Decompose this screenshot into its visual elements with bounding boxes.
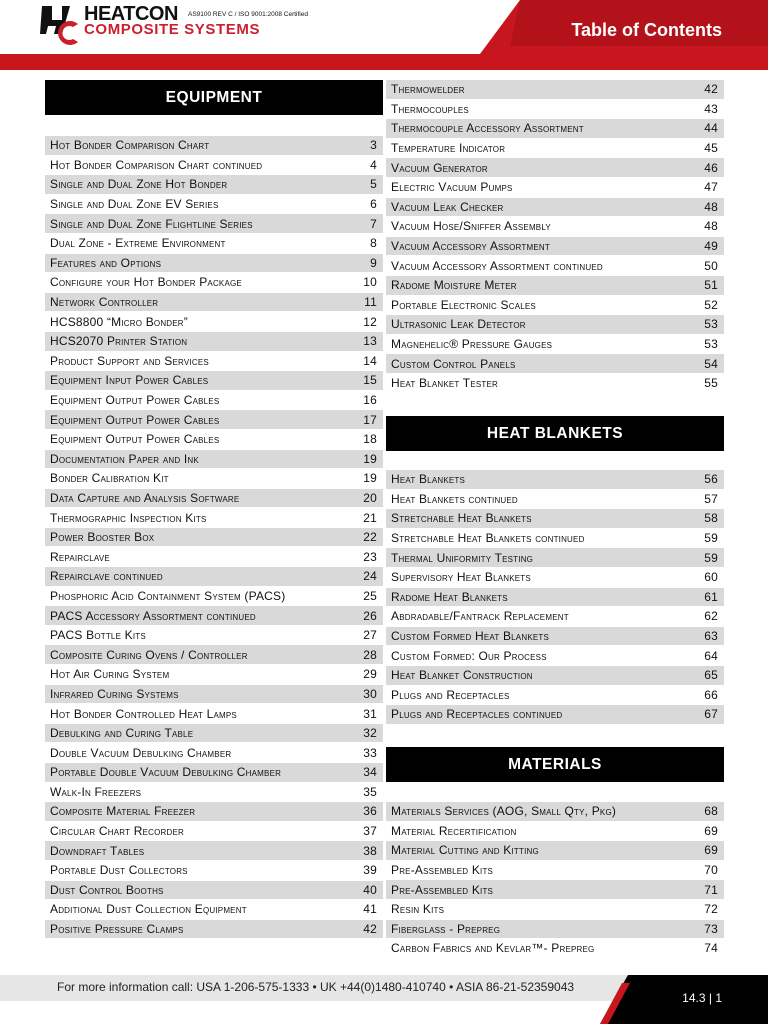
toc-list-heat-blankets: [386, 470, 724, 725]
toc-entry-page-number: 60: [704, 570, 718, 585]
toc-entry-title: Dust Control Booths: [50, 882, 164, 897]
toc-entry-title: Single and Dual Zone Flightline Series: [50, 216, 253, 231]
toc-entry-title: Custom Formed: Our Process: [391, 648, 547, 663]
toc-entry[interactable]: [45, 547, 383, 567]
toc-entry-title: Repairclave continued: [50, 569, 163, 584]
toc-entry[interactable]: [386, 178, 724, 198]
toc-entry-page-number: 6: [370, 197, 377, 212]
toc-entry-page-number: 16: [363, 393, 377, 408]
toc-entry-title: Radome Heat Blankets: [391, 589, 508, 604]
toc-entry-page-number: 45: [704, 141, 718, 156]
toc-entry[interactable]: [45, 861, 383, 881]
toc-entry[interactable]: [45, 645, 383, 665]
toc-entry[interactable]: [386, 158, 724, 178]
toc-entry[interactable]: [45, 783, 383, 803]
toc-entry-page-number: 48: [704, 199, 718, 214]
toc-entry[interactable]: [45, 626, 383, 646]
toc-entry[interactable]: [386, 861, 724, 881]
toc-entry-title: Fiberglass - Prepreg: [391, 921, 501, 936]
toc-entry[interactable]: [45, 606, 383, 626]
toc-entry-title: Equipment Output Power Cables: [50, 432, 220, 447]
toc-entry-page-number: 19: [363, 451, 377, 466]
toc-entry-title: Infrared Curing Systems: [50, 686, 179, 701]
toc-entry[interactable]: [386, 627, 724, 647]
toc-entry-page-number: 71: [704, 882, 718, 897]
toc-entry-page-number: 32: [363, 726, 377, 741]
toc-entry-title: Network Controller: [50, 295, 159, 310]
toc-entry-title: Radome Moisture Meter: [391, 278, 517, 293]
toc-entry-title: Portable Dust Collectors: [50, 863, 188, 878]
toc-entry-page-number: 37: [363, 824, 377, 839]
toc-entry-title: Heat Blankets: [391, 472, 466, 487]
toc-entry[interactable]: [45, 332, 383, 352]
toc-entry[interactable]: [386, 920, 724, 940]
toc-entry-title: Pre-Assembled Kits: [391, 863, 494, 878]
toc-entry-title: Material Cutting and Kitting: [391, 843, 539, 858]
toc-entry-title: Debulking and Curing Table: [50, 726, 194, 741]
toc-entry-page-number: 62: [704, 609, 718, 624]
toc-entry-page-number: 29: [363, 667, 377, 682]
toc-entry-title: Magnehelic® Pressure Gauges: [391, 337, 553, 352]
toc-entry-page-number: 5: [370, 177, 377, 192]
toc-entry-page-number: 10: [363, 275, 377, 290]
toc-entry[interactable]: [45, 841, 383, 861]
toc-entry[interactable]: [45, 469, 383, 489]
toc-entry-title: Product Support and Services: [50, 353, 209, 368]
toc-entry-title: Circular Chart Recorder: [50, 824, 185, 839]
toc-entry-page-number: 3: [370, 138, 377, 153]
toc-entry-page-number: 57: [704, 491, 718, 506]
toc-entry[interactable]: [45, 136, 383, 156]
toc-entry-page-number: 74: [704, 941, 718, 956]
toc-entry-page-number: 63: [704, 629, 718, 644]
footer-page-number: 14.3 | 1: [682, 991, 722, 1005]
toc-entry[interactable]: [386, 276, 724, 296]
toc-entry[interactable]: [45, 273, 383, 293]
toc-entry[interactable]: [45, 489, 383, 509]
toc-entry-page-number: 31: [363, 706, 377, 721]
toc-entry[interactable]: [45, 900, 383, 920]
toc-entry-title: Single and Dual Zone EV Series: [50, 197, 219, 212]
toc-entry[interactable]: [45, 920, 383, 940]
toc-entry-page-number: 67: [704, 707, 718, 722]
toc-entry[interactable]: [386, 841, 724, 861]
toc-entry-page-number: 48: [704, 219, 718, 234]
toc-entry[interactable]: [45, 528, 383, 548]
toc-entry-title: Stretchable Heat Blankets: [391, 511, 532, 526]
toc-entry[interactable]: [386, 880, 724, 900]
toc-entry-page-number: 41: [363, 902, 377, 917]
toc-entry[interactable]: [45, 234, 383, 254]
toc-entry-title: Single and Dual Zone Hot Bonder: [50, 177, 228, 192]
toc-entry-page-number: 38: [363, 843, 377, 858]
toc-entry-title: Custom Control Panels: [391, 356, 516, 371]
toc-entry-title: Carbon Fabrics and Kevlar™- Prepreg: [391, 941, 595, 956]
toc-entry-title: Documentation Paper and Ink: [50, 451, 199, 466]
toc-entry[interactable]: [386, 237, 724, 257]
toc-entry[interactable]: [45, 567, 383, 587]
toc-entry[interactable]: [45, 352, 383, 372]
toc-entry[interactable]: [45, 704, 383, 724]
toc-entry[interactable]: [45, 214, 383, 234]
toc-entry[interactable]: [45, 881, 383, 901]
toc-entry-page-number: 66: [704, 687, 718, 702]
toc-entry-page-number: 46: [704, 160, 718, 175]
toc-entry-page-number: 20: [363, 490, 377, 505]
toc-entry[interactable]: [386, 529, 724, 549]
toc-entry[interactable]: [386, 607, 724, 627]
toc-entry-page-number: 68: [704, 804, 718, 819]
toc-entry-page-number: 25: [363, 588, 377, 603]
toc-entry-page-number: 13: [363, 334, 377, 349]
toc-entry-page-number: 35: [363, 784, 377, 799]
toc-entry-page-number: 17: [363, 412, 377, 427]
toc-entry-title: Composite Curing Ovens / Controller: [50, 647, 248, 662]
toc-entry[interactable]: [45, 430, 383, 450]
toc-entry-title: Plugs and Receptacles: [391, 687, 510, 702]
toc-entry-title: Repairclave: [50, 549, 110, 564]
brand-name-bottom: COMPOSITE SYSTEMS: [84, 21, 261, 38]
toc-entry-page-number: 12: [363, 314, 377, 329]
toc-entry-title: Portable Electronic Scales: [391, 297, 536, 312]
toc-entry-page-number: 23: [363, 549, 377, 564]
toc-entry[interactable]: [386, 374, 724, 394]
footer-contact-info: For more information call: USA 1-206-575-1333 • UK +44(0)1480-410740 • ASIA 86-21-52359043: [57, 980, 575, 994]
toc-entry[interactable]: [386, 686, 724, 706]
toc-entry-page-number: 22: [363, 530, 377, 545]
toc-entry-page-number: 51: [704, 278, 718, 293]
brand-certification: AS9100 REV C / ISO 9001:2008 Certified: [188, 11, 308, 18]
toc-entry[interactable]: [386, 646, 724, 666]
toc-entry-title: Features and Options: [50, 255, 162, 270]
toc-entry[interactable]: [386, 939, 724, 959]
toc-entry[interactable]: [386, 802, 724, 822]
toc-entry-title: HCS2070 Printer Station: [50, 334, 188, 349]
toc-entry-title: Vacuum Generator: [391, 160, 488, 175]
toc-entry-page-number: 44: [704, 121, 718, 136]
toc-entry-title: Dual Zone - Extreme Environment: [50, 236, 226, 251]
toc-entry[interactable]: [45, 450, 383, 470]
toc-entry-title: Phosphoric Acid Containment System (PACS): [50, 588, 286, 603]
toc-entry-page-number: 73: [704, 921, 718, 936]
toc-entry[interactable]: [45, 410, 383, 430]
toc-entry[interactable]: [386, 100, 724, 120]
toc-entry-page-number: 61: [704, 589, 718, 604]
toc-entry-title: Thermocouples: [391, 101, 469, 116]
toc-entry-title: Hot Bonder Controlled Heat Lamps: [50, 706, 237, 721]
section-heading-heat-blankets: HEAT BLANKETS: [386, 416, 724, 451]
toc-entry-title: Hot Bonder Comparison Chart: [50, 138, 210, 153]
toc-entry-page-number: 42: [704, 82, 718, 97]
toc-entry-title: Plugs and Receptacles continued: [391, 707, 563, 722]
toc-entry-title: Equipment Output Power Cables: [50, 393, 220, 408]
toc-entry[interactable]: [386, 490, 724, 510]
toc-entry-title: Heat Blankets continued: [391, 491, 518, 506]
toc-entry[interactable]: [45, 156, 383, 176]
toc-entry-title: Equipment Input Power Cables: [50, 373, 209, 388]
toc-entry-page-number: 40: [363, 882, 377, 897]
toc-entry-title: Resin Kits: [391, 902, 445, 917]
toc-entry-title: Vacuum Hose/Sniffer Assembly: [391, 219, 551, 234]
toc-entry-title: Thermocouple Accessory Assortment: [391, 121, 584, 136]
toc-entry-page-number: 4: [370, 157, 377, 172]
toc-entry[interactable]: [45, 391, 383, 411]
brand-name-top: HEATCON: [84, 3, 178, 25]
toc-entry[interactable]: [386, 588, 724, 608]
toc-entry-title: Temperature Indicator: [391, 141, 506, 156]
toc-entry-page-number: 54: [704, 356, 718, 371]
toc-entry-page-number: 53: [704, 337, 718, 352]
toc-entry[interactable]: [386, 568, 724, 588]
toc-entry-page-number: 69: [704, 843, 718, 858]
toc-entry[interactable]: [45, 743, 383, 763]
page-footer: [0, 975, 768, 1024]
toc-entry[interactable]: [45, 293, 383, 313]
toc-entry-page-number: 28: [363, 647, 377, 662]
toc-entry-title: Stretchable Heat Blankets continued: [391, 531, 585, 546]
toc-entry-page-number: 56: [704, 472, 718, 487]
toc-entry[interactable]: [386, 705, 724, 725]
toc-entry-title: Custom Formed Heat Blankets: [391, 629, 550, 644]
toc-entry-title: Positive Pressure Clamps: [50, 922, 184, 937]
toc-entry-page-number: 34: [363, 765, 377, 780]
toc-entry-title: Double Vacuum Debulking Chamber: [50, 745, 232, 760]
toc-entry-title: Composite Material Freezer: [50, 804, 196, 819]
toc-entry-page-number: 42: [363, 922, 377, 937]
toc-entry-title: Equipment Output Power Cables: [50, 412, 220, 427]
toc-entry-page-number: 27: [363, 628, 377, 643]
toc-entry-page-number: 47: [704, 180, 718, 195]
toc-entry[interactable]: [386, 296, 724, 316]
page-header: [0, 0, 768, 70]
toc-entry-page-number: 55: [704, 376, 718, 391]
toc-entry-title: PACS Bottle Kits: [50, 628, 146, 643]
section-heading-equipment: EQUIPMENT: [45, 80, 383, 115]
toc-entry-page-number: 21: [363, 510, 377, 525]
toc-entry[interactable]: [386, 470, 724, 490]
toc-entry-title: Abdradable/Fantrack Replacement: [391, 609, 569, 624]
toc-entry-title: Portable Double Vacuum Debulking Chamber: [50, 765, 282, 780]
toc-entry-title: Supervisory Heat Blankets: [391, 570, 531, 585]
toc-entry[interactable]: [386, 198, 724, 218]
toc-list-materials: [386, 802, 724, 959]
toc-entry[interactable]: [45, 587, 383, 607]
toc-entry-title: HCS8800 “Micro Bonder”: [50, 314, 188, 329]
toc-entry-title: Vacuum Accessory Assortment: [391, 239, 550, 254]
toc-entry[interactable]: [45, 371, 383, 391]
toc-entry-page-number: 8: [370, 236, 377, 251]
toc-entry-page-number: 24: [363, 569, 377, 584]
toc-entry-page-number: 30: [363, 686, 377, 701]
toc-entry[interactable]: [386, 335, 724, 355]
toc-entry-page-number: 33: [363, 745, 377, 760]
toc-entry-title: Hot Bonder Comparison Chart continued: [50, 157, 263, 172]
toc-entry[interactable]: [45, 724, 383, 744]
toc-entry-title: Electric Vacuum Pumps: [391, 180, 513, 195]
toc-entry-title: Ultrasonic Leak Detector: [391, 317, 526, 332]
toc-entry-title: Heat Blanket Tester: [391, 376, 499, 391]
toc-entry-page-number: 19: [363, 471, 377, 486]
toc-entry-title: Configure your Hot Bonder Package: [50, 275, 242, 290]
toc-entry-page-number: 59: [704, 531, 718, 546]
toc-entry[interactable]: [386, 822, 724, 842]
toc-entry-title: PACS Accessory Assortment continued: [50, 608, 256, 623]
toc-entry-page-number: 53: [704, 317, 718, 332]
toc-entry[interactable]: [386, 217, 724, 237]
toc-entry-page-number: 39: [363, 863, 377, 878]
toc-list-equipment: [45, 136, 383, 939]
toc-entry-title: Hot Air Curing System: [50, 667, 170, 682]
toc-entry[interactable]: [45, 195, 383, 215]
toc-entry-title: Thermowelder: [391, 82, 465, 97]
toc-entry-title: Thermographic Inspection Kits: [50, 510, 207, 525]
toc-entry-page-number: 65: [704, 668, 718, 683]
toc-entry-title: Heat Blanket Construction: [391, 668, 533, 683]
toc-entry-page-number: 18: [363, 432, 377, 447]
toc-entry-page-number: 26: [363, 608, 377, 623]
toc-entry[interactable]: [386, 80, 724, 100]
toc-entry[interactable]: [386, 139, 724, 159]
toc-entry-title: Data Capture and Analysis Software: [50, 490, 240, 505]
toc-entry-title: Downdraft Tables: [50, 843, 145, 858]
toc-entry-title: Vacuum Accessory Assortment continued: [391, 258, 603, 273]
toc-entry[interactable]: [386, 509, 724, 529]
section-heading-materials: MATERIALS: [386, 747, 724, 782]
toc-entry-title: Thermal Uniformity Testing: [391, 550, 534, 565]
toc-entry-page-number: 36: [363, 804, 377, 819]
toc-entry-page-number: 69: [704, 823, 718, 838]
toc-entry[interactable]: [45, 175, 383, 195]
toc-entry-page-number: 7: [370, 216, 377, 231]
toc-entry[interactable]: [45, 508, 383, 528]
toc-entry-title: Pre-Assembled Kits: [391, 882, 494, 897]
page-title: Table of Contents: [571, 20, 722, 40]
toc-list-equipment-continued: [386, 80, 724, 394]
toc-entry[interactable]: [386, 548, 724, 568]
toc-entry-page-number: 64: [704, 648, 718, 663]
toc-entry[interactable]: [386, 256, 724, 276]
toc-entry[interactable]: [45, 685, 383, 705]
toc-entry-title: Materials Services (AOG, Small Qty, Pkg): [391, 804, 617, 819]
heatcon-logo-icon: [40, 4, 80, 48]
toc-entry-page-number: 52: [704, 297, 718, 312]
toc-entry[interactable]: [386, 900, 724, 920]
toc-entry-page-number: 72: [704, 902, 718, 917]
toc-entry[interactable]: [386, 315, 724, 335]
toc-entry[interactable]: [45, 822, 383, 842]
toc-entry-page-number: 70: [704, 863, 718, 878]
toc-entry-title: Additional Dust Collection Equipment: [50, 902, 247, 917]
toc-entry-title: Walk-In Freezers: [50, 784, 142, 799]
toc-entry-page-number: 9: [370, 255, 377, 270]
toc-entry[interactable]: [45, 665, 383, 685]
toc-entry-title: Vacuum Leak Checker: [391, 199, 504, 214]
toc-entry[interactable]: [45, 802, 383, 822]
toc-entry[interactable]: [386, 354, 724, 374]
toc-entry-page-number: 11: [364, 295, 377, 310]
toc-entry-title: Power Booster Box: [50, 530, 155, 545]
toc-entry-title: Material Recertification: [391, 823, 517, 838]
toc-entry[interactable]: [45, 312, 383, 332]
toc-entry[interactable]: [386, 119, 724, 139]
toc-entry-title: Bonder Calibration Kit: [50, 471, 169, 486]
toc-entry-page-number: 14: [363, 353, 377, 368]
toc-entry-page-number: 43: [704, 101, 718, 116]
toc-entry[interactable]: [386, 666, 724, 686]
toc-entry-page-number: 59: [704, 550, 718, 565]
toc-entry-page-number: 58: [704, 511, 718, 526]
toc-entry-page-number: 50: [704, 258, 718, 273]
toc-entry-page-number: 15: [363, 373, 377, 388]
toc-entry-page-number: 49: [704, 239, 718, 254]
toc-entry[interactable]: [45, 254, 383, 274]
toc-entry[interactable]: [45, 763, 383, 783]
